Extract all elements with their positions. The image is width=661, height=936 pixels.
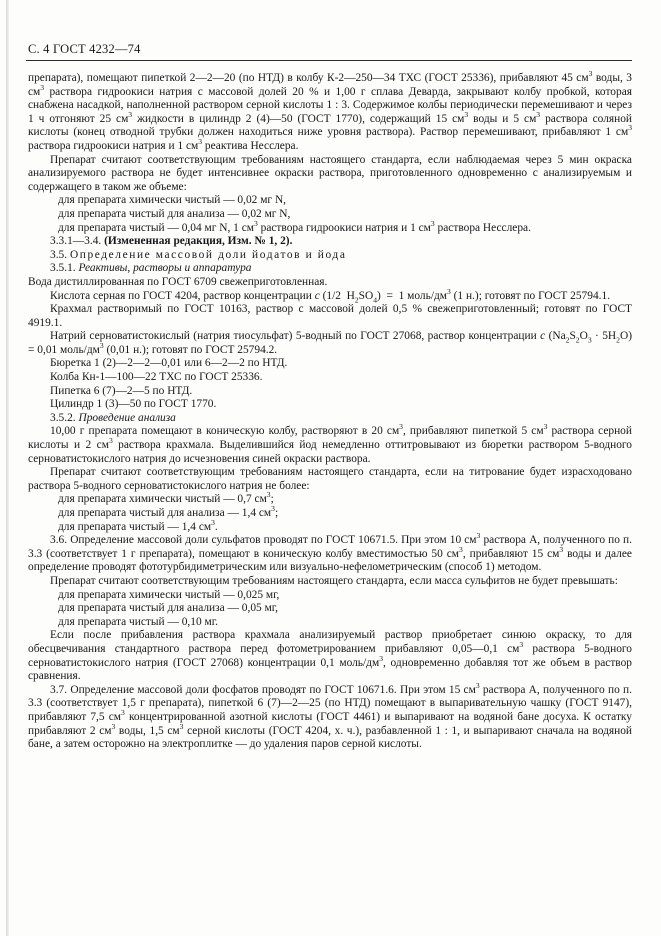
paragraph-revision-note: 3.3.1—3.4. (Измененная редакция, Изм. № 1, 2). <box>50 235 293 248</box>
paragraph-blue-color-note: Если после прибавления раствора крахмала анализируемый раствор приобретает синюю окраску, то для обесцвечивания стандартного раствора перед фотометрированием прибавляют 0,05—0,1 $см^3$ раствора 5-водного серноватистокислого натрия (ГОСТ 27068) концентрации 0,1 моль/$дм^3$, одновременно добавляя тот же объем в раствор сравнения. <box>28 629 633 683</box>
document-body <box>28 69 633 752</box>
paragraph-n-chem-pure: для препарата химически чистый — 0,02 мг N, <box>58 194 287 207</box>
section-3-5-2-heading: 3.5.2. Проведение анализа <box>50 411 176 424</box>
paragraph-n-pure: для препарата чистый — 0,04 мг N, 1 $см^3$ раствора гидроокиси натрия и 1 $см^3$ раствора Несслера. <box>58 218 531 234</box>
section-3-6: 3.6. Определение массовой доли сульфатов проводят по ГОСТ 10671.5. При этом 10 $см^3$ раствора А, полученного по п. 3.3 (соответствует 1 г препарата), помещают в коническую колбу вместимостью 50 $см^3$, прибавляют 15 $см^3$ воды и далее определение проводят фототурбидиметрическим или визуально-нефелометрическим (способ 1) методом. <box>28 531 632 574</box>
paragraph-sulf-pure-analysis: для препарата чистый для анализа — 0,05 мг, <box>58 602 279 615</box>
paragraph-titr-pure-analysis: для препарата чистый для анализа — 1,4 $см^3$; <box>58 504 279 519</box>
paragraph-burette: Бюретка 1 (2)—2—2—0,01 или 6—2—2 по НТД. <box>50 357 288 370</box>
section-3-7: 3.7. Определение массовой доли фосфатов проводят по ГОСТ 10671.6. При этом 15 $см^3$ раствора А, полученного по п. 3.3 (соответствует 1,5 г препарата), пипеткой 6 (7)—2—25 (по НТД) помещают в выпаривательную чашку (ГОСТ 9147), прибавляют 7,5 $см^3$ концентрированной азотной кислоты (ГОСТ 4461) и выпаривают на водяной бане досуха. К остатку прибавляют 2 $см^3$ воды, 1,5 $см^3$ серной кислоты (ГОСТ 4204, х. ч.), разбавленной 1 : 1, и выпаривают сначала на водяной бане, а затем осторожно на электроплитке — до удаления паров серной кислоты. <box>28 680 632 751</box>
section-3-5-1-heading: 3.5.1. Реактивы, растворы и аппаратура <box>50 262 252 275</box>
paragraph-thiosulfate: Натрий серноватистокислый (натрия тиосульфат) 5-водный по ГОСТ 27068, раствор концентрации c $(Na_2S_2O_3 \cdot 5H_2O) = 0,01$ моль/$дм^3$ (0,01 н.); готовят по ГОСТ 25794.2. <box>28 330 632 356</box>
paragraph-titration-criteria: Препарат считают соответствующим требованиям настоящего стандарта, если на титрование будет израсходовано раствора 5-водного серноватистокислого натрия не более: <box>28 466 632 492</box>
page-edge-shadow <box>6 0 9 936</box>
paragraph-sulf-pure: для препарата чистый — 0,10 мг. <box>58 615 218 628</box>
paragraph-sulfite-criteria: Препарат считают соответствующим требованиям настоящего стандарта, если масса сульфитов не будет превышать: <box>50 574 618 587</box>
paragraph-starch: Крахмал растворимый по ГОСТ 10163, раствор с массовой долей 0,5 % свежеприготовленный; готовят по ГОСТ 4919.1. <box>28 303 632 329</box>
paragraph-sulfuric-acid: Кислота серная по ГОСТ 4204, раствор концентрации c (1/2 $H_2SO_4) = 1$ моль/$дм^3$ (1 н.); готовят по ГОСТ 25794.1. <box>50 286 611 304</box>
paragraph-intro: препарата), помещают пипеткой 2—2—20 (по НТД) в колбу К-2—250—34 ТХС (ГОСТ 25336), прибавляют 45 $см^3$ воды, 3 $см^3$ раствора гидроокиси натрия с массовой долей 20 % и 1,00 г сплава Деварда, закрывают колбу пробкой, которая снабжена насадкой, наполненной раствором серной кислоты 1 : 3. Содержимое колбы периодически перемешивают и через 1 ч отгоняют 25 $см^3$ жидкости в цилиндр 2 (4)—50 (ГОСТ 1770), содержащий 15 $см^3$ воды и 5 $см^3$ раствора соляной кислоты (конец отводной трубки должен находиться ниже уровня раствора). Раствор перемешивают, прибавляют 1 $см^3$ раствора гидроокиси натрия и 1 $см^3$ реактива Несслера. <box>28 69 633 152</box>
page-header: С. 4 ГОСТ 4232—74 <box>28 42 141 56</box>
paragraph-sulf-chem-pure: для препарата химически чистый — 0,025 мг, <box>58 588 280 601</box>
paragraph-n-pure-analysis: для препарата чистый для анализа — 0,02 мг N, <box>58 207 291 220</box>
paragraph-pipette: Пипетка 6 (7)—2—5 по НТД. <box>50 384 193 397</box>
paragraph-titr-chem-pure: для препарата химически чистый — 0,7 $см^3$; <box>58 490 274 506</box>
section-3-5-heading: 3.5. Определение массовой доли йодатов и йода <box>50 248 347 261</box>
paragraph-flask: Колба Кн-1—100—22 ТХС по ГОСТ 25336. <box>50 371 263 384</box>
paragraph-water: Вода дистиллированная по ГОСТ 6709 свежеприготовленная. <box>28 275 328 288</box>
paragraph-procedure: 10,00 г препарата помещают в коническую колбу, растворяют в 20 $см^3$, прибавляют пипеткой 5 $см^3$ раствора серной кислоты и 2 $см^3$ раствора крахмала. Выделившийся йод немедленно оттитровывают из бюретки раствором 5-водного серноватистокислого натрия до исчезновения синей окраски раствора. <box>28 422 632 465</box>
paragraph-cylinder: Цилиндр 1 (3)—50 по ГОСТ 1770. <box>50 398 217 411</box>
header-divider <box>26 60 632 61</box>
paragraph-titr-pure: для препарата чистый — 1,4 $см^3$. <box>58 517 218 533</box>
paragraph-criteria-intro: Препарат считают соответствующим требованиям настоящего стандарта, если наблюдаемая через 5 мин окраска анализируемого раствора не будет интенсивнее окраски раствора, приготовленного одновременно с анализируемым и содержащего в таком же объеме: <box>28 153 632 193</box>
